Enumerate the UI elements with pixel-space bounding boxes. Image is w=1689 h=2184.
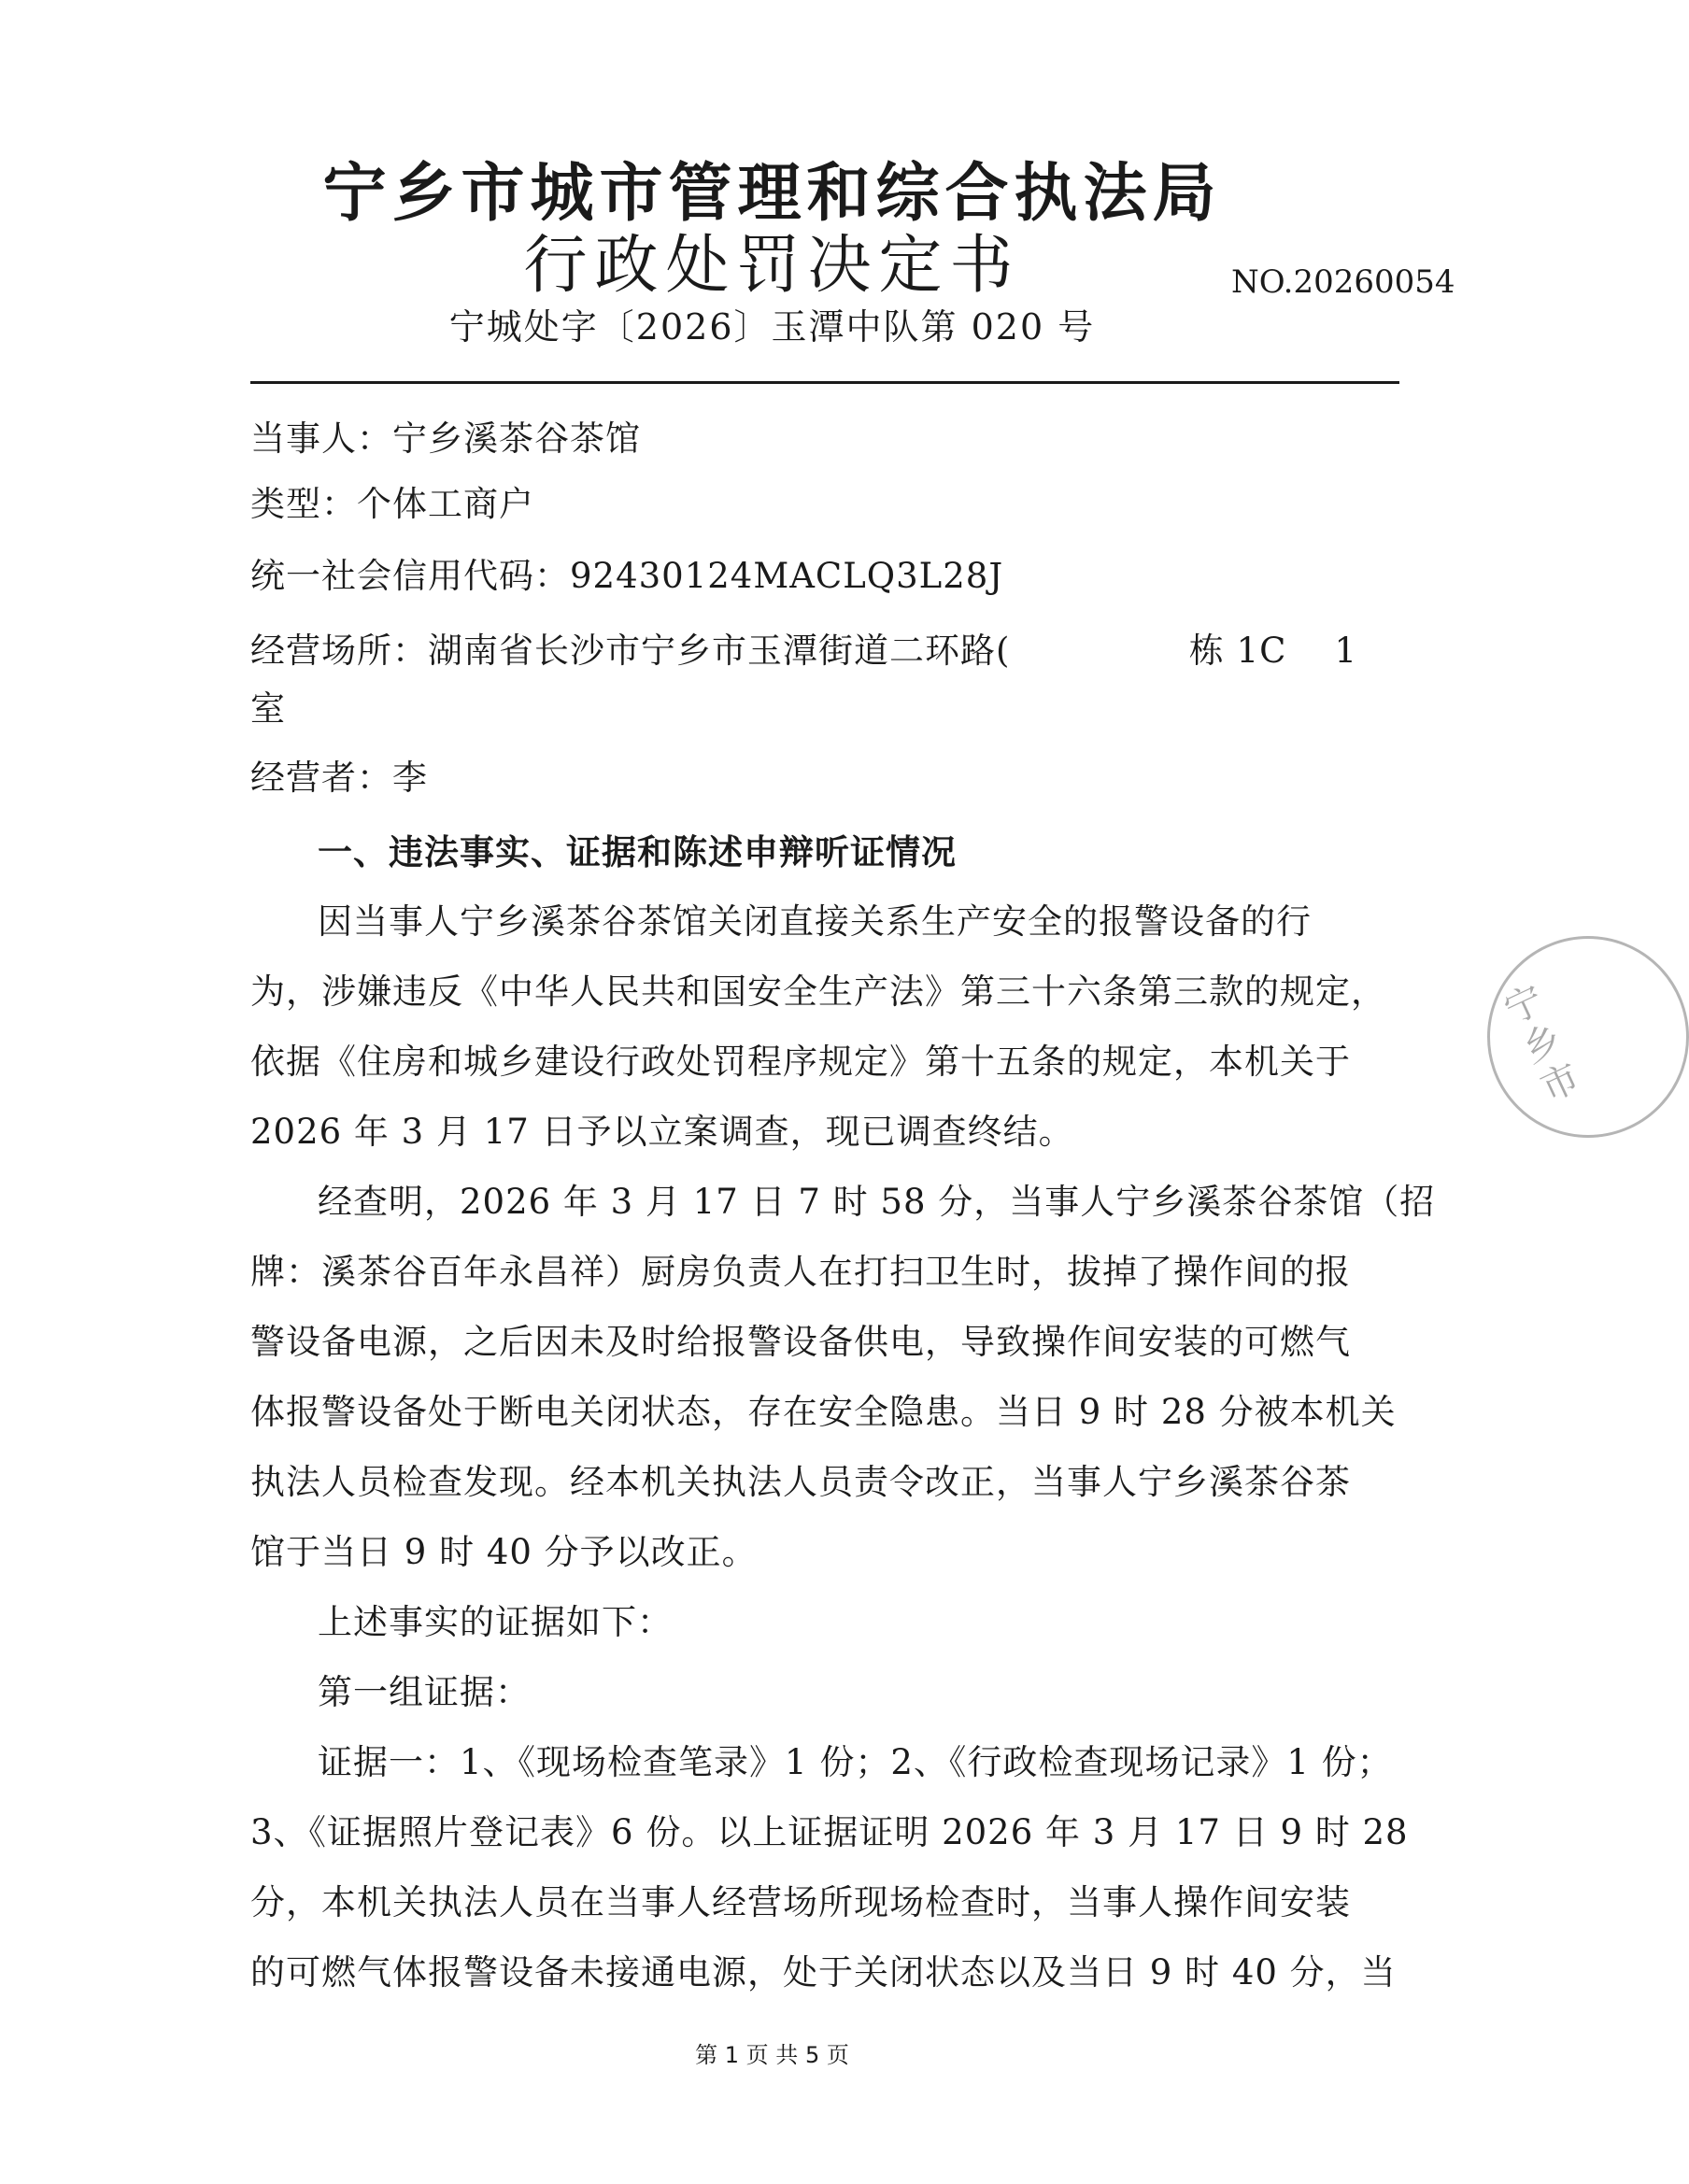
address-row (250, 628, 1357, 674)
section-heading: 一、违法事实、证据和陈述申辩听证情况 (318, 832, 957, 872)
issuing-organization: 宁乡市城市管理和综合执法局 (322, 157, 1222, 231)
case-number: 宁城处字〔2026〕玉潭中队第 020 号 (448, 306, 1096, 347)
seal-text: 宁乡市 (1497, 978, 1587, 1111)
address-continuation: 室 (250, 688, 286, 729)
official-seal (1487, 936, 1689, 1138)
address-room: 1 (1334, 631, 1358, 671)
paragraph-line: 馆于当日 9 时 40 分予以改正。 (250, 1532, 758, 1572)
paragraph-line: 警设备电源，之后因未及时给报警设备供电，导致操作间安装的可燃气 (250, 1322, 1351, 1362)
paragraph-line: 为，涉嫌违反《中华人民共和国安全生产法》第三十六条第三款的规定， (250, 971, 1386, 1012)
paragraph-line: 体报警设备处于断电关闭状态，存在安全隐患。当日 9 时 28 分被本机关 (250, 1392, 1397, 1432)
paragraph-line: 第一组证据： (318, 1672, 531, 1712)
paragraph-line: 的可燃气体报警设备未接通电源，处于关闭状态以及当日 9 时 40 分，当 (250, 1952, 1397, 1993)
paragraph-line: 执法人员检查发现。经本机关执法人员责令改正，当事人宁乡溪茶谷茶 (250, 1462, 1351, 1502)
redacted-segment (1010, 631, 1188, 671)
header-divider (250, 381, 1399, 384)
document-number: NO.20260054 (1231, 263, 1455, 301)
operator-name: 李 (392, 758, 428, 798)
paragraph-line: 证据一：1、《现场检查笔录》1 份；2、《行政检查现场记录》1 份； (318, 1742, 1393, 1782)
credit-code-row (250, 553, 1003, 600)
party-name-label: 当事人： (250, 418, 392, 459)
party-type-row (250, 481, 534, 528)
credit-code-label: 统一社会信用代码： (250, 556, 570, 596)
paragraph-line: 分，本机关执法人员在当事人经营场所现场检查时，当事人操作间安装 (250, 1882, 1351, 1922)
paragraph-line: 上述事实的证据如下： (318, 1602, 673, 1642)
paragraph-line: 2026 年 3 月 17 日予以立案调查，现已调查终结。 (250, 1112, 1074, 1152)
party-name-row (250, 416, 641, 462)
paragraph-line: 3、《证据照片登记表》6 份。以上证据证明 2026 年 3 月 17 日 9 时 28 (250, 1812, 1409, 1852)
paragraph-line: 牌：溪茶谷百年永昌祥）厨房负责人在打扫卫生时，拔掉了操作间的报 (250, 1252, 1351, 1292)
party-name: 宁乡溪茶谷茶馆 (392, 418, 641, 459)
paragraph-line: 经查明，2026 年 3 月 17 日 7 时 58 分，当事人宁乡溪茶谷茶馆（招 (318, 1182, 1436, 1222)
party-type: 个体工商户 (357, 484, 534, 524)
page-footer: 第 1 页 共 5 页 (695, 2042, 849, 2068)
paragraph-line: 依据《住房和城乡建设行政处罚程序规定》第十五条的规定，本机关于 (250, 1042, 1351, 1082)
party-type-label: 类型： (250, 484, 357, 524)
operator-label: 经营者： (250, 758, 392, 798)
address-building: 栋 1C (1188, 631, 1287, 671)
address-prefix: 湖南省长沙市宁乡市玉潭街道二环路( (428, 631, 1011, 671)
paragraph-line: 因当事人宁乡溪茶谷茶馆关闭直接关系生产安全的报警设备的行 (318, 901, 1312, 942)
document-title: 行政处罚决定书 (523, 229, 1021, 303)
address-label: 经营场所： (250, 631, 428, 671)
operator-row (250, 755, 428, 801)
credit-code: 92430124MACLQ3L28J (570, 556, 1004, 596)
